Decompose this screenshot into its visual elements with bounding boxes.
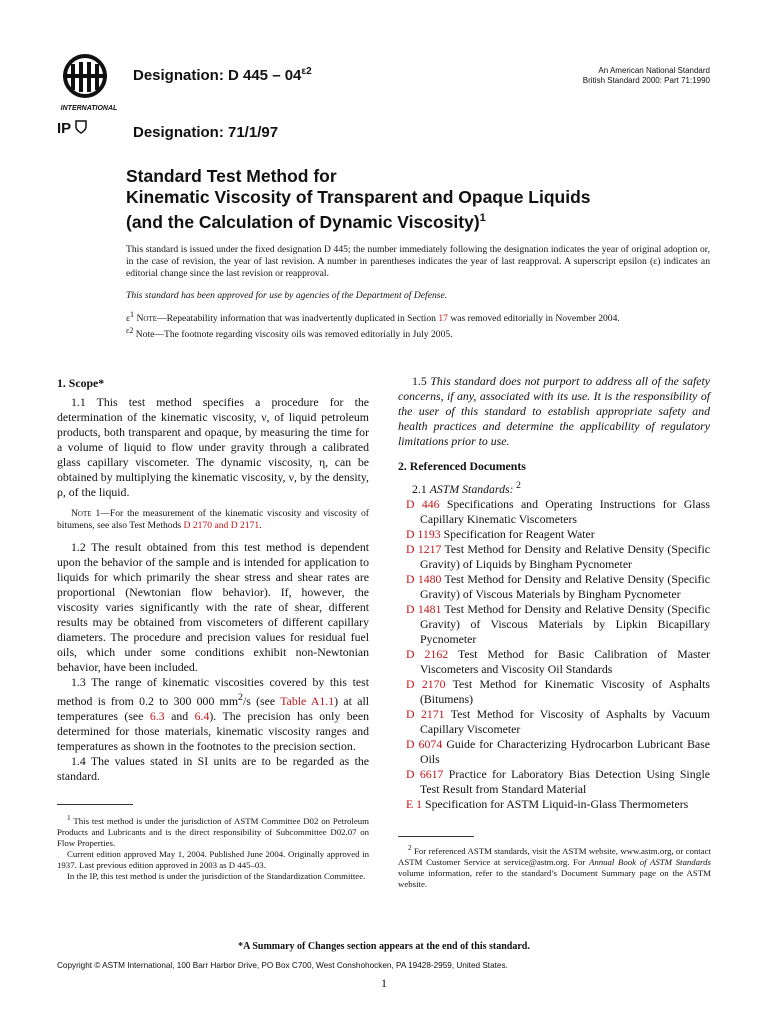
left-column bbox=[57, 374, 369, 784]
scope-heading: 1. Scope* bbox=[57, 376, 105, 390]
logo-caption: INTERNATIONAL bbox=[60, 105, 118, 112]
footnotes-right bbox=[398, 842, 711, 890]
d2170-d2171-link[interactable]: D 2170 and D 2171 bbox=[183, 520, 260, 531]
designation: Designation: D $445 - 04^{\varepsilon 2}$ bbox=[133, 66, 312, 84]
ref-item: D 446 Specifications and Operating Instructions for Glass Capillary Kinematic Viscometers bbox=[406, 496, 710, 526]
ref-item: D 1193 Specification for Reagent Water bbox=[406, 526, 595, 541]
ref-item: D 1480 Test Method for Density and Relative Density (Specific Gravity) of Viscous Materials by Bingham Pycnometer bbox=[406, 571, 710, 601]
designation-ip: Designation: 71/1/97 bbox=[133, 124, 279, 141]
dod-approval: This standard has been approved for use by agencies of the Department of Defense. bbox=[126, 290, 448, 301]
section-6-3-link[interactable]: 6.3 bbox=[149, 708, 165, 723]
referenced-documents-list bbox=[398, 497, 710, 812]
ip-logo bbox=[57, 120, 107, 154]
ref-code-link[interactable]: D 6617 bbox=[406, 766, 444, 781]
ref-code-link[interactable]: D 1480 bbox=[406, 571, 442, 586]
section-17-link[interactable]: 17 bbox=[438, 313, 448, 325]
ref-code-link[interactable]: D 2170 bbox=[406, 676, 446, 691]
editorial-notes bbox=[126, 309, 710, 341]
ip-mark: IP bbox=[57, 120, 72, 137]
note-e2: $^{\varepsilon 2}$ Note—The footnote regarding viscosity oils was removed editorially in July 2005. bbox=[126, 326, 453, 341]
ref-item: E 1 Specification for ASTM Liquid-in-Glass Thermometers bbox=[406, 796, 689, 811]
document-title: Standard Test Method for Kinematic Viscosity of Transparent and Opaque Liquids (and the Calculation of Dynamic Viscosity)$^1$ bbox=[126, 166, 591, 232]
astm-international-logo bbox=[57, 52, 121, 114]
table-a1-1-link[interactable]: Table A1.1 bbox=[280, 693, 335, 708]
ref-item: D 1481 Test Method for Density and Relative Density (Specific Gravity) of Viscous Materials by Lipkin Bicapillary Pycnometer bbox=[406, 601, 710, 646]
para-1-3: 1.3 The range of kinematic viscosities covered by this test method is from 0.2 to 300 000 $mm^2/s$ (see Table A1.1) at all temperatures (see 6.3 and 6.4). The precision has only been determined for those materials, kinematic viscosity ranges and temperatures as shown in the footnotes to the precision section. bbox=[57, 675, 370, 753]
ref-item: D 2170 Test Method for Kinematic Viscosity of Asphalts (Bitumens) bbox=[406, 676, 710, 706]
ref-code-link[interactable]: E 1 bbox=[406, 796, 423, 811]
copyright: Copyright © ASTM International, 100 Barr Harbor Drive, PO Box C700, West Conshohocken, PA 19428-2959, United States. bbox=[57, 961, 508, 970]
ref-item: D 6074 Guide for Characterizing Hydrocarbon Lubricant Base Oils bbox=[406, 736, 710, 766]
ref-item: D 2171 Test Method for Viscosity of Asphalts by Vacuum Capillary Viscometer bbox=[406, 706, 711, 736]
footnote-1-ip: In the IP, this test method is under the jurisdiction of the Standardization Committee. bbox=[67, 870, 366, 881]
section-6-4-link[interactable]: 6.4 bbox=[194, 708, 210, 723]
ref-item: D 1217 Test Method for Density and Relative Density (Specific Gravity) of Liquids by Bingham Pycnometer bbox=[406, 541, 710, 571]
note-1: Note 1—For the measurement of the kinematic viscosity and viscosity of bitumens, see also Test Methods D 2170 and D 2171. bbox=[57, 508, 369, 531]
right-column bbox=[398, 374, 710, 812]
american-national-standard: An American National Standard British Standard 2000: Part 71:1990 bbox=[582, 66, 710, 85]
page-number: 1 bbox=[381, 976, 387, 990]
para-1-1: 1.1 This test method specifies a procedure for the determination of the kinematic viscosity, ν, of liquid petroleum products, both transparent and opaque, by measuring the time for a volume of liquid to flow under gravity through a calibrated glass capillary viscometer. The dynamic viscosity, η, can be obtained by multiplying the kinematic viscosity, ν, by the density, ρ, of the liquid. bbox=[57, 395, 369, 499]
ref-item: D 2162 Test Method for Basic Calibration of Master Viscometers and Viscosity Oil Standards bbox=[406, 646, 710, 676]
summary-of-changes-note: *A Summary of Changes section appears at the end of this standard. bbox=[238, 941, 530, 952]
ref-code-link[interactable]: D 2162 bbox=[406, 646, 449, 661]
footnote-2: $^2$ For referenced ASTM standards, visit the ASTM website, www.astm.org, or contact ASTM Customer Service at service@astm.org. For Annual Book of ASTM Standards volume information, refer to the standard’s Document Summary page on the ASTM website. bbox=[398, 843, 711, 889]
ref-code-link[interactable]: D 6074 bbox=[406, 736, 443, 751]
para-1-2: 1.2 The result obtained from this test method is dependent upon the behavior of the sample and is intended for application to liquids for which primarily the shear stress and shear rates are proportional (Newtonian flow behavior). If, however, the viscosity varies significantly with the rate of shear, different results may be obtained from viscometers of different capillary diameters. The procedure and precision values for residual fuel oils, which under some conditions exhibit non-Newtonian behavior, have been included. bbox=[57, 540, 369, 674]
footnote-rule bbox=[57, 804, 133, 805]
footnote-rule bbox=[398, 836, 474, 837]
ref-code-link[interactable]: D 1217 bbox=[406, 541, 442, 556]
standard-intro: This standard is issued under the fixed designation D 445; the number immediately following the designation indicates the year of original adoption or, in the case of revision, the year of last revision. A number in parentheses indicates the year of last reapproval. A superscript epsilon (ε) indicates an editorial change since the last revision or reapproval. bbox=[126, 244, 710, 279]
para-1-5: 1.5 This standard does not purport to address all of the safety concerns, if any, associated with its use. It is the responsibility of the user of this standard to establish appropriate safety and health practices and determine the applicability of regulatory limitations prior to use. bbox=[398, 374, 710, 448]
note-e1: $\varepsilon^1$ Note—Repeatability information that was inadvertently duplicated in Section 17 was removed editorially in November 2004. bbox=[126, 310, 620, 325]
shield-icon bbox=[75, 120, 87, 134]
referenced-documents-heading: 2. Referenced Documents bbox=[398, 459, 526, 473]
footnotes-left bbox=[57, 812, 369, 882]
footnote-1-edition: Current edition approved May 1, 2004. Published June 2004. Originally approved in 1937. Last previous edition approved in 2003 as D 445–03. bbox=[57, 848, 369, 870]
para-1-4: 1.4 The values stated in SI units are to be regarded as the standard. bbox=[57, 753, 369, 783]
astm-standards-label: 2.1 ASTM Standards: $^2$ bbox=[412, 480, 521, 496]
ref-item: D 6617 Practice for Laboratory Bias Detection Using Single Test Result from Standard Material bbox=[406, 766, 711, 796]
ref-code-link[interactable]: D 2171 bbox=[406, 706, 445, 721]
ref-code-link[interactable]: D 1481 bbox=[406, 601, 442, 616]
footnote-1: $^1$ This test method is under the jurisdiction of ASTM Committee D02 on Petroleum Products and Lubricants and is the direct responsibility of Subcommittee D02.07 on Flow Properties. bbox=[57, 813, 370, 848]
ref-code-link[interactable]: D 446 bbox=[406, 496, 440, 511]
ref-code-link[interactable]: D 1193 bbox=[406, 526, 441, 541]
